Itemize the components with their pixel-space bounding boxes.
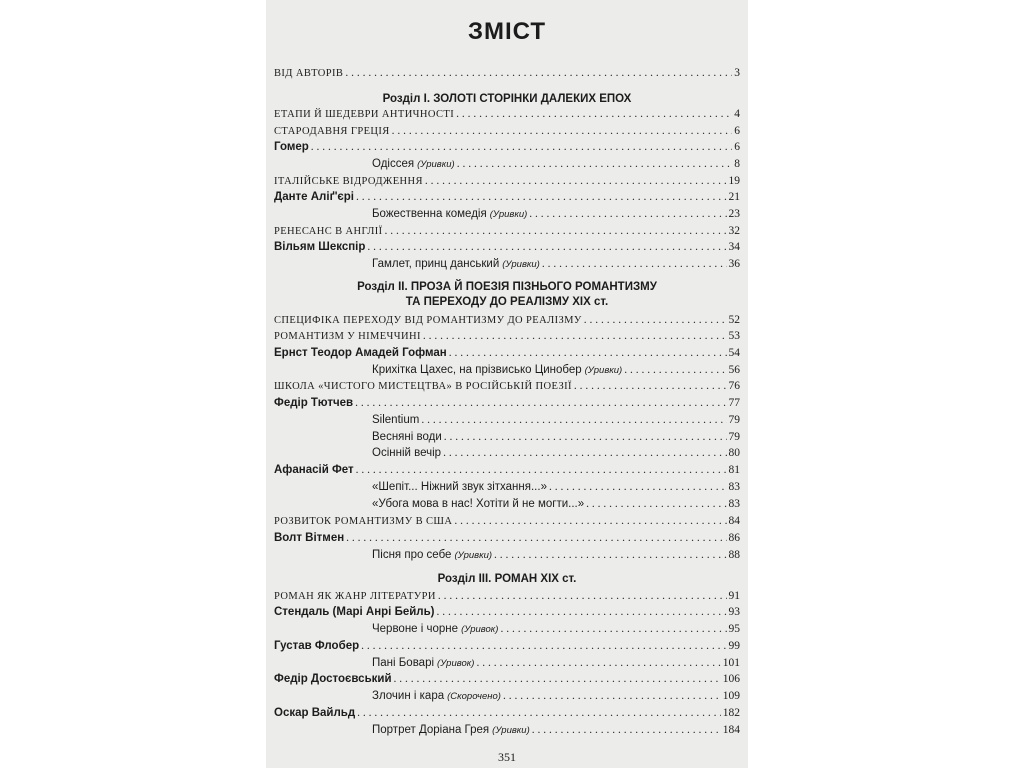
toc-entry: Пані Боварі (Уривок) . . . 101 [372, 656, 740, 671]
toc-entry: Стендаль (Марі Анрі Бейль) . . . 93 [274, 605, 740, 619]
toc-entry: «Шепіт... Ніжний звук зітхання...» . . . 83 [372, 480, 740, 494]
book-page [266, 0, 748, 768]
toc-entry: РОМАНТИЗМ У НІМЕЧЧИНІ . . . 53 [274, 329, 740, 344]
toc-entry: СПЕЦИФІКА ПЕРЕХОДУ ВІД РОМАНТИЗМУ ДО РЕАЛІЗМУ . . . 52 [274, 313, 740, 328]
section-heading: Розділ II. ПРОЗА Й ПОЕЗІЯ ПІЗНЬОГО РОМАНТИЗМУ [357, 281, 657, 293]
toc-entry: Пісня про себе (Уривки) . . . 88 [372, 548, 740, 563]
toc-entry: Гамлет, принц данський (Уривки) . . . 36 [372, 257, 740, 272]
toc-entry: Портрет Доріана Грея (Уривки) . . . 184 [372, 723, 740, 738]
toc-entry: РОЗВИТОК РОМАНТИЗМУ В США . . . 84 [274, 514, 740, 529]
toc-entry: Червоне і чорне (Уривок) . . . 95 [372, 622, 740, 637]
toc-entry: Злочин і кара (Скорочено) . . . 109 [372, 689, 740, 704]
toc-entry: ІТАЛІЙСЬКЕ ВІДРОДЖЕННЯ . . . 19 [274, 174, 740, 189]
page-number: 351 [498, 750, 516, 764]
toc-entry: Божественна комедія (Уривки) . . . 23 [372, 207, 740, 222]
toc-entry: Федір Тютчев . . . 77 [274, 396, 740, 410]
toc-entry: РОМАН ЯК ЖАНР ЛІТЕРАТУРИ . . . 91 [274, 589, 740, 604]
section-heading: Розділ III. РОМАН XIX ст. [437, 573, 577, 585]
section-heading: Розділ I. ЗОЛОТІ СТОРІНКИ ДАЛЕКИХ ЕПОХ [382, 93, 632, 105]
toc-entry: ЕТАПИ Й ШЕДЕВРИ АНТИЧНОСТІ . . . 4 [274, 107, 740, 122]
toc-entry: РЕНЕСАНС В АНГЛІЇ . . . 32 [274, 224, 740, 239]
toc-entry: Данте Аліґ'єрі . . . 21 [274, 190, 740, 204]
toc-entry: Гомер . . . 6 [274, 140, 740, 154]
toc-entry: ШКОЛА «ЧИСТОГО МИСТЕЦТВА» В РОСІЙСЬКІЙ ПОЕЗІЇ . . . 76 [274, 379, 740, 394]
toc-entry: «Убога мова в нас! Хотіти й не могти...» . . . 83 [372, 497, 740, 511]
toc-entry: Ернст Теодор Амадей Гофман . . . 54 [274, 346, 740, 360]
toc-entry: Федір Достоєвський . . . 106 [274, 672, 740, 686]
toc-entry: ВІД АВТОРІВ . . . 3 [274, 66, 740, 81]
toc-entry: Афанасій Фет . . . 81 [274, 463, 740, 477]
toc-entry: Одіссея (Уривки) . . . 8 [372, 157, 740, 172]
toc-entry: СТАРОДАВНЯ ГРЕЦІЯ . . . 6 [274, 124, 740, 139]
toc-entry: Вільям Шекспір . . . 34 [274, 240, 740, 254]
toc-entry: Волт Вітмен . . . 86 [274, 531, 740, 545]
toc-entry: Крихітка Цахес, на прізвисько Цинобер (Уривки) . . . 56 [372, 363, 740, 378]
toc-entry: Silentium . . . 79 [372, 413, 740, 427]
toc-entry: Весняні води . . . 79 [372, 430, 740, 444]
toc-entry: Густав Флобер . . . 99 [274, 639, 740, 653]
toc-entry: Осінній вечір . . . 80 [372, 446, 740, 460]
section-heading-line2: ТА ПЕРЕХОДУ ДО РЕАЛІЗМУ XIX ст. [405, 296, 609, 308]
toc-entry: Оскар Вайльд . . . 182 [274, 706, 740, 720]
page-title: ЗМІСТ [467, 18, 547, 45]
